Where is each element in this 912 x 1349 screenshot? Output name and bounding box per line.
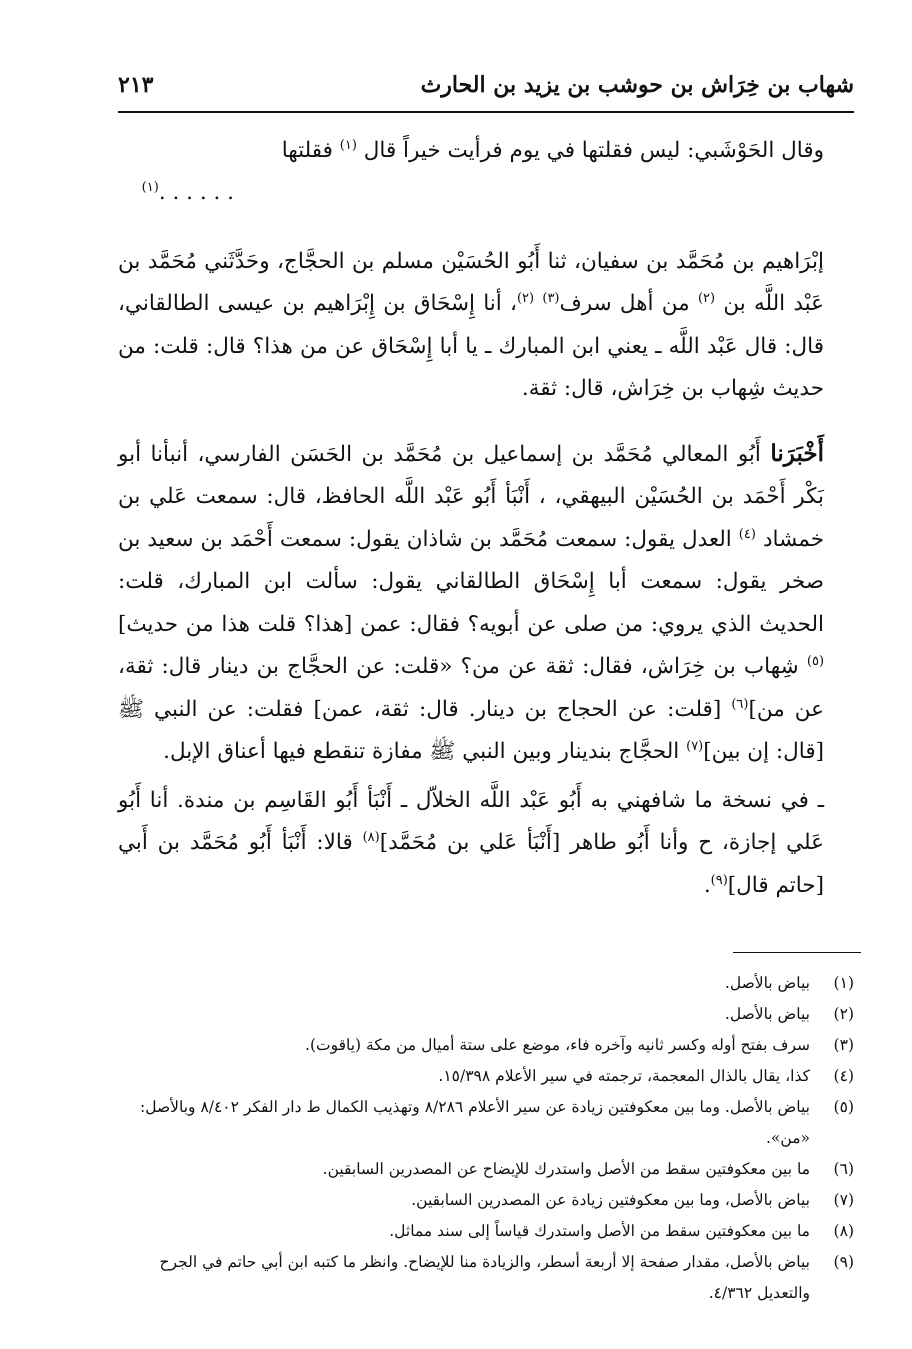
footnote-ref: (٧): [686, 738, 704, 754]
footnote-ref: (٥): [806, 653, 825, 669]
ellipsis-line: [118, 173, 824, 213]
footnote-ref: (٢): [516, 290, 535, 306]
paragraph-2-text-a: إبْرَاهيم بن مُحَمَّد بن سفيان، ثنا أَبُو الحُسَيْن مسلم بن الحجَّاج، وحَدَّثَني مُحَمَّد بن عَبْد اللَّه بن: [118, 248, 824, 316]
footnote-text: ما بين معكوفتين سقط من الأصل واستدرك للإيضاح عن المصدرين السابقين.: [322, 1160, 810, 1178]
main-text: [118, 130, 824, 907]
footnote-text: بياض بالأصل. وما بين معكوفتين زيادة عن سير الأعلام ٨/٢٨٦ وتهذيب الكمال ط دار الفكر ٨/٤٠٢ وبالأصل: «من».: [140, 1098, 810, 1147]
footnote-number: (١): [833, 974, 854, 992]
paragraph-3-lead-word: أَخْبَرَنا: [770, 439, 824, 467]
footnote-ref: (٩): [710, 872, 728, 888]
footnote: [118, 1061, 854, 1092]
footnote-text: سرف بفتح أوله وكسر ثانيه وآخره فاء، موضع على ستة أميال من مكة (ياقوت).: [305, 1036, 810, 1054]
footnote: [118, 1030, 854, 1061]
footnotes: [118, 968, 854, 1309]
paragraph-3-text-a: أَبُو المعالي مُحَمَّد بن إسماعيل بن مُحَمَّد بن الحَسَن الفارسي، أنبأنا أبو بَكْر أَحْمَد بن الحُسَيْن البيهقي، ، أَنْبَأ أَبُو عَبْد اللَّه الحافظ، قال: سمعت عَلي بن خمشاد: [118, 441, 824, 552]
paragraph-1-text: وقال الحَوْشَبي: ليس فقلتها في يوم فرأيت خيراً قال: [363, 138, 824, 163]
footnote-ref: (٤): [738, 526, 756, 542]
footnote-ref: (١): [141, 179, 159, 195]
footnote-number: (٣): [833, 1036, 854, 1054]
paragraph-3-text-c: شِهاب بن خِرَاش، فقال: ثقة عن من؟ «قلت: عن الحجَّاج بن دينار قال: ثقة، عن من]: [118, 654, 824, 722]
paragraph-3-text-b: العدل يقول: سمعت مُحَمَّد بن شاذان يقول: سمعت أَحْمَد بن سعيد بن صخر يقول: سمعت أبا إِسْحَاق الطالقاني يقول: سألت ابن المبارك، قلت: الحديث الذي يروي: من صلى عن أبويه؟ فقال: عمن [هذا؟ قلت هذا من حديث]: [118, 526, 824, 637]
footnote-number: (٤): [833, 1067, 854, 1085]
footnote-text: بياض بالأصل.: [724, 1005, 810, 1023]
paragraph-1-end: فقلتها: [281, 138, 333, 163]
footnote-number: (٨): [833, 1222, 854, 1240]
footnote-number: (٧): [833, 1191, 854, 1209]
paragraph-2-text-c: ، أنا إِسْحَاق بن إِبْرَاهيم بن عيسى الطالقاني، قال: قال عَبْد اللَّه ـ يعني ابن المبارك ـ يا أبا إِسْحَاق عن من هذا؟ قال: قلت: من حديث شِهاب بن خِرَاش، قال: ثقة.: [118, 291, 824, 401]
paragraph-4: [118, 780, 824, 908]
spacer: [118, 213, 824, 241]
footnote: [118, 1185, 854, 1216]
footnote-number: (٩): [833, 1253, 854, 1271]
page-number: ٢١٣: [118, 72, 154, 98]
paragraph-4-text-b: قالا: أَنْبَأ أَبُو مُحَمَّد بن أَبي [حاتم قال]: [118, 830, 824, 898]
paragraph-4-end: .: [703, 872, 711, 898]
page-header: [118, 72, 854, 110]
paragraph-3-text-d: [قلت: عن الحجاج بن دينار. قال: ثقة، عمن] فقلت: عن النبي ﷺ [قال: إن بين]: [118, 696, 824, 764]
paragraph-2-text-b: من أهل سرف: [559, 291, 690, 316]
footnote-ref: (٦): [731, 696, 749, 712]
paragraph-1: [118, 130, 824, 213]
paragraph-4-text-a: ـ في نسخة ما شافهني به أَبُو عَبْد اللَّه الخلاّل ـ أَنْبَأ أَبُو القَاسِم بن مندة. أنا أَبُو عَلي إجازة، ح وأنا أَبُو طاهر [أَنْبَأ عَلي بن مُحَمَّد]: [118, 787, 824, 855]
footnote: [118, 1092, 854, 1154]
footnote-ref: (٨): [362, 829, 380, 845]
paragraph-3-text-e: الحجَّاج بندينار وبين النبي ﷺ مفازة تنقطع فيها أعناق الإبل.: [163, 739, 680, 764]
footnote-text: بياض بالأصل.: [724, 974, 810, 992]
running-title: شهاب بن خِرَاش بن حوشب بن يزيد بن الحارث: [420, 72, 854, 98]
footnote-number: (٥): [833, 1098, 854, 1116]
ellipsis-dots: . . . . . .: [158, 179, 234, 205]
footnote-number: (٢): [833, 1005, 854, 1023]
footnote: [118, 968, 854, 999]
footnote-text: بياض بالأصل، مقدار صفحة إلا أربعة أسطر، والزيادة منا للإيضاح. وانظر ما كتبه ابن أبي حاتم في الجرح والتعديل ٤/٣٦٢.: [159, 1253, 810, 1302]
footnote-number: (٦): [833, 1160, 854, 1178]
paragraph-3: [118, 433, 824, 774]
header-rule: [118, 111, 854, 113]
footnote-text: كذا، يقال بالذال المعجمة، ترجمته في سير الأعلام ١٥/٣٩٨.: [438, 1067, 810, 1085]
footnote-ref: (٢): [697, 290, 716, 306]
footnote: [118, 1247, 854, 1309]
footnote-rule: [733, 952, 861, 953]
footnote-ref: (٣): [542, 290, 560, 306]
footnote-ref: (١): [339, 137, 357, 153]
footnote: [118, 1154, 854, 1185]
footnote-text: ما بين معكوفتين سقط من الأصل واستدرك قياساً إلى سند مماثل.: [389, 1222, 810, 1240]
footnote-text: بياض بالأصل، وما بين معكوفتين زيادة عن المصدرين السابقين.: [411, 1191, 810, 1209]
spacer: [118, 411, 824, 433]
footnote: [118, 999, 854, 1030]
footnote: [118, 1216, 854, 1247]
paragraph-2: [118, 241, 824, 411]
